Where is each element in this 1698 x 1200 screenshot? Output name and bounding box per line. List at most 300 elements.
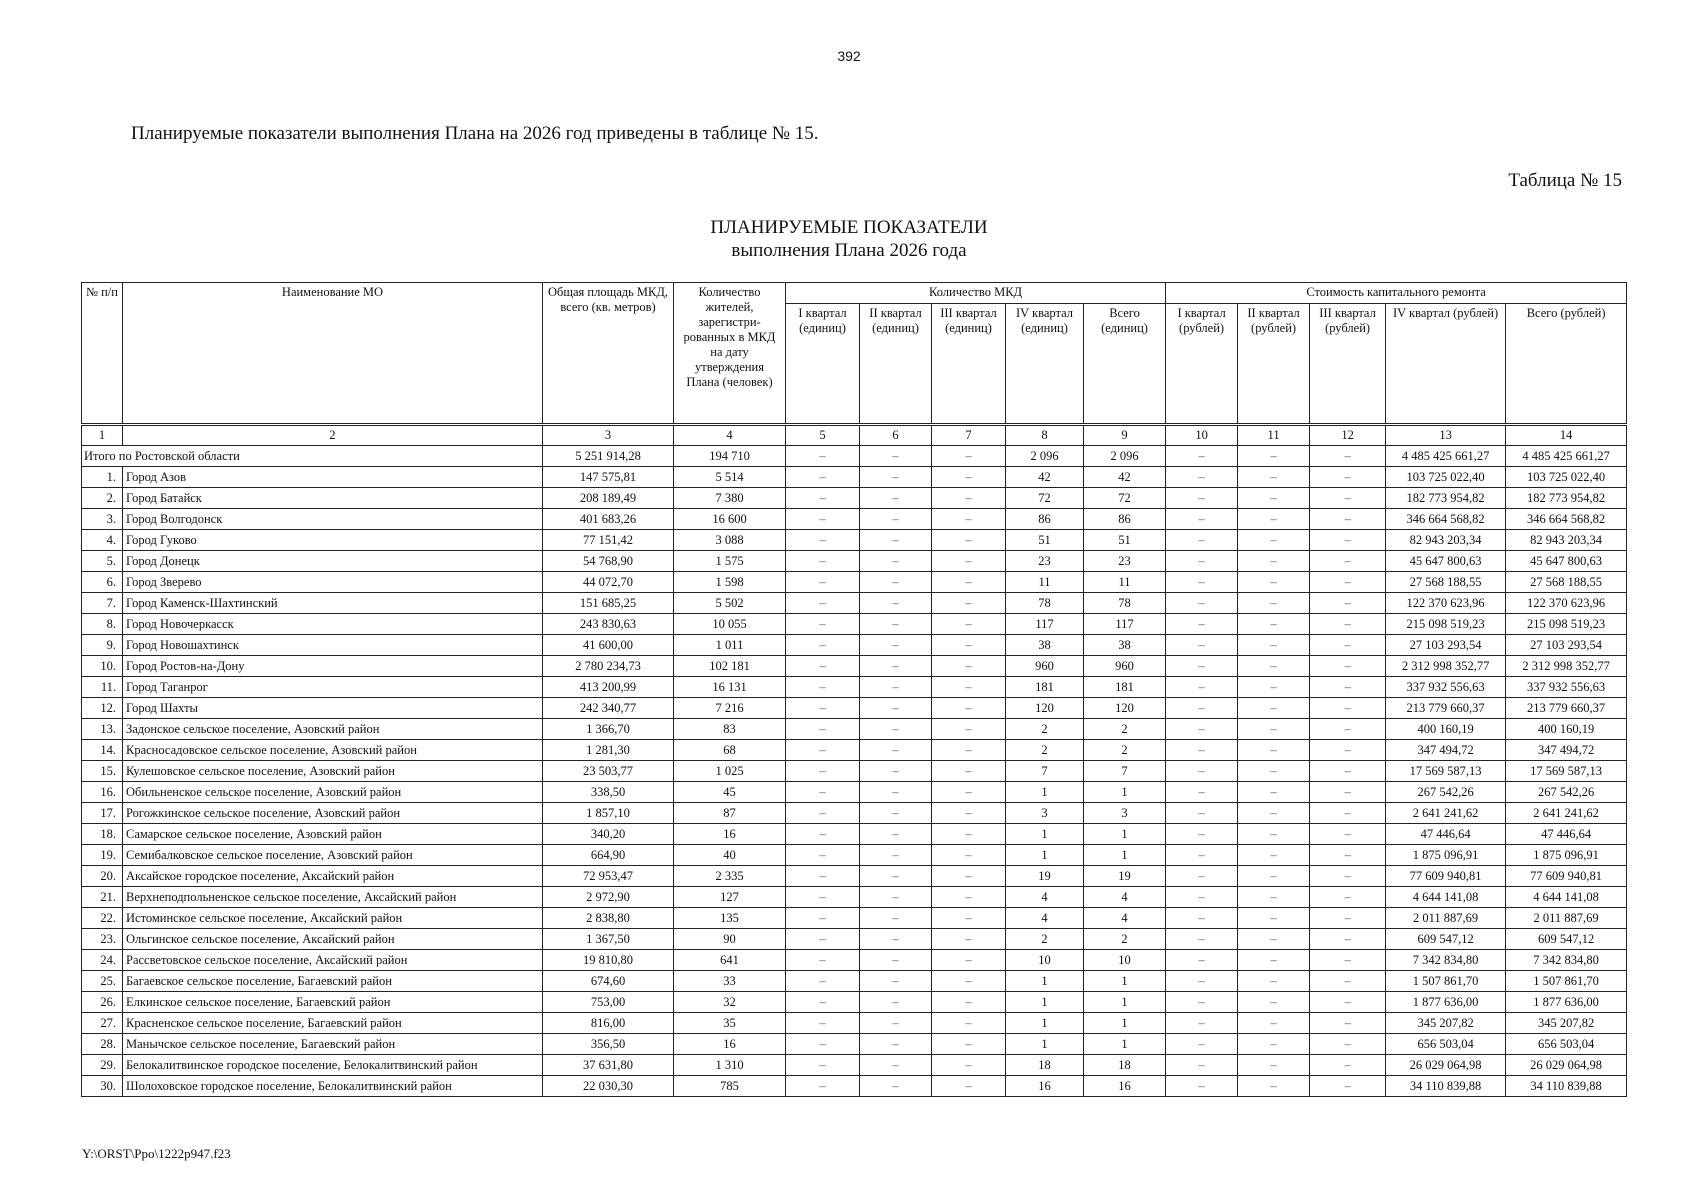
row-num: 30. [82, 1076, 123, 1097]
row-name: Рассветовское сельское поселение, Аксайский район [123, 950, 543, 971]
row-q3-rub: – [1310, 950, 1386, 971]
table-row [82, 761, 1627, 782]
row-num: 1. [82, 467, 123, 488]
row-q3-rub: – [1310, 1034, 1386, 1055]
total-q2-units: – [860, 446, 932, 467]
row-q4-units: 2 [1006, 719, 1084, 740]
row-q2-units: – [860, 614, 932, 635]
row-q4-rub: 47 446,64 [1386, 824, 1506, 845]
header-q4-units: IV квартал (единиц) [1006, 304, 1084, 425]
row-q4-rub: 182 773 954,82 [1386, 488, 1506, 509]
row-q1-units: – [786, 866, 860, 887]
row-q1-units: – [786, 845, 860, 866]
row-q4-units: 2 [1006, 929, 1084, 950]
row-num: 9. [82, 635, 123, 656]
header-mkd-group: Количество МКД [786, 283, 1166, 304]
row-residents: 35 [674, 1013, 786, 1034]
row-area: 816,00 [543, 1013, 674, 1034]
row-q2-units: – [860, 1034, 932, 1055]
row-q2-rub: – [1238, 677, 1310, 698]
row-q4-rub: 2 312 998 352,77 [1386, 656, 1506, 677]
row-q2-rub: – [1238, 1076, 1310, 1097]
row-q4-units: 7 [1006, 761, 1084, 782]
row-q4-rub: 17 569 587,13 [1386, 761, 1506, 782]
row-q2-rub: – [1238, 509, 1310, 530]
row-q1-units: – [786, 929, 860, 950]
row-num: 19. [82, 845, 123, 866]
header-q2-rub: II квартал (рублей) [1238, 304, 1310, 425]
row-q1-units: – [786, 824, 860, 845]
row-q1-units: – [786, 614, 860, 635]
row-q1-units: – [786, 740, 860, 761]
row-q4-rub: 345 207,82 [1386, 1013, 1506, 1034]
row-q4-units: 117 [1006, 614, 1084, 635]
table-row [82, 1013, 1627, 1034]
row-q1-units: – [786, 698, 860, 719]
row-q3-units: – [932, 572, 1006, 593]
header-q3-rub: III квартал (рублей) [1310, 304, 1386, 425]
row-q3-units: – [932, 824, 1006, 845]
row-name: Город Батайск [123, 488, 543, 509]
table-number: Таблица № 15 [1508, 170, 1622, 191]
row-q2-rub: – [1238, 782, 1310, 803]
row-area: 151 685,25 [543, 593, 674, 614]
row-residents: 1 575 [674, 551, 786, 572]
row-name: Манычское сельское поселение, Багаевский район [123, 1034, 543, 1055]
row-total-units: 117 [1084, 614, 1166, 635]
row-q4-rub: 4 644 141,08 [1386, 887, 1506, 908]
row-q2-rub: – [1238, 908, 1310, 929]
row-q2-rub: – [1238, 530, 1310, 551]
header-residents: Количество жителей, зарегистри-рованных в МКД на дату утверждения Плана (человек) [674, 283, 786, 425]
row-q2-units: – [860, 761, 932, 782]
row-q4-units: 1 [1006, 992, 1084, 1013]
row-q1-units: – [786, 656, 860, 677]
column-number: 2 [123, 425, 543, 446]
row-q3-units: – [932, 929, 1006, 950]
row-q3-rub: – [1310, 824, 1386, 845]
row-total-units: 78 [1084, 593, 1166, 614]
row-q2-units: – [860, 950, 932, 971]
row-q4-units: 2 [1006, 740, 1084, 761]
row-q2-rub: – [1238, 992, 1310, 1013]
table-body [82, 425, 1627, 1097]
row-q3-rub: – [1310, 677, 1386, 698]
row-total-units: 23 [1084, 551, 1166, 572]
row-q1-rub: – [1166, 1055, 1238, 1076]
row-q1-units: – [786, 992, 860, 1013]
row-total-rub: 400 160,19 [1506, 719, 1627, 740]
row-q4-rub: 213 779 660,37 [1386, 698, 1506, 719]
row-num: 4. [82, 530, 123, 551]
row-q3-rub: – [1310, 971, 1386, 992]
column-number: 14 [1506, 425, 1627, 446]
row-total-units: 1 [1084, 824, 1166, 845]
header-name: Наименование МО [123, 283, 543, 425]
row-total-rub: 17 569 587,13 [1506, 761, 1627, 782]
row-total-units: 7 [1084, 761, 1166, 782]
row-q3-units: – [932, 1076, 1006, 1097]
table-row [82, 698, 1627, 719]
row-q2-rub: – [1238, 845, 1310, 866]
row-total-units: 1 [1084, 971, 1166, 992]
row-residents: 32 [674, 992, 786, 1013]
column-number: 12 [1310, 425, 1386, 446]
indicators-table [81, 282, 1627, 1097]
row-area: 72 953,47 [543, 866, 674, 887]
row-q2-units: – [860, 971, 932, 992]
row-name: Обильненское сельское поселение, Азовский район [123, 782, 543, 803]
row-total-units: 960 [1084, 656, 1166, 677]
row-name: Красненское сельское поселение, Багаевский район [123, 1013, 543, 1034]
row-q3-units: – [932, 614, 1006, 635]
row-q4-units: 19 [1006, 866, 1084, 887]
intro-text: Планируемые показатели выполнения Плана на 2026 год приведены в таблице № 15. [131, 123, 819, 144]
row-q1-rub: – [1166, 635, 1238, 656]
row-q1-rub: – [1166, 656, 1238, 677]
row-name: Верхнеподпольненское сельское поселение, Аксайский район [123, 887, 543, 908]
row-total-rub: 7 342 834,80 [1506, 950, 1627, 971]
row-num: 29. [82, 1055, 123, 1076]
row-residents: 1 310 [674, 1055, 786, 1076]
row-q1-rub: – [1166, 782, 1238, 803]
header-total-units: Всего (единиц) [1084, 304, 1166, 425]
row-q4-units: 11 [1006, 572, 1084, 593]
row-area: 44 072,70 [543, 572, 674, 593]
row-total-rub: 26 029 064,98 [1506, 1055, 1627, 1076]
table-row [82, 887, 1627, 908]
table-row [82, 929, 1627, 950]
row-area: 401 683,26 [543, 509, 674, 530]
row-num: 23. [82, 929, 123, 950]
row-residents: 1 598 [674, 572, 786, 593]
row-q2-rub: – [1238, 887, 1310, 908]
row-num: 16. [82, 782, 123, 803]
row-q4-units: 4 [1006, 887, 1084, 908]
table-row [82, 908, 1627, 929]
row-q2-units: – [860, 1013, 932, 1034]
total-units: 2 096 [1084, 446, 1166, 467]
row-q2-rub: – [1238, 1034, 1310, 1055]
row-name: Ольгинское сельское поселение, Аксайский район [123, 929, 543, 950]
row-q2-units: – [860, 929, 932, 950]
row-q2-units: – [860, 845, 932, 866]
row-q4-units: 86 [1006, 509, 1084, 530]
table-row [82, 530, 1627, 551]
row-total-units: 2 [1084, 719, 1166, 740]
row-total-rub: 82 943 203,34 [1506, 530, 1627, 551]
column-number: 5 [786, 425, 860, 446]
table-row [82, 677, 1627, 698]
row-q1-rub: – [1166, 866, 1238, 887]
row-q2-rub: – [1238, 1013, 1310, 1034]
table-row [82, 551, 1627, 572]
column-number: 3 [543, 425, 674, 446]
row-q2-rub: – [1238, 719, 1310, 740]
row-q2-units: – [860, 824, 932, 845]
row-q1-rub: – [1166, 1076, 1238, 1097]
row-q4-units: 1 [1006, 824, 1084, 845]
row-total-rub: 103 725 022,40 [1506, 467, 1627, 488]
row-q3-rub: – [1310, 992, 1386, 1013]
row-q3-rub: – [1310, 782, 1386, 803]
row-q1-units: – [786, 488, 860, 509]
row-total-units: 18 [1084, 1055, 1166, 1076]
row-q1-units: – [786, 572, 860, 593]
row-q4-rub: 45 647 800,63 [1386, 551, 1506, 572]
table-row [82, 656, 1627, 677]
row-q3-units: – [932, 530, 1006, 551]
row-area: 77 151,42 [543, 530, 674, 551]
row-num: 2. [82, 488, 123, 509]
row-q3-units: – [932, 866, 1006, 887]
row-residents: 127 [674, 887, 786, 908]
row-total-rub: 345 207,82 [1506, 1013, 1627, 1034]
row-q2-rub: – [1238, 488, 1310, 509]
total-q3-units: – [932, 446, 1006, 467]
column-number: 13 [1386, 425, 1506, 446]
row-q4-rub: 656 503,04 [1386, 1034, 1506, 1055]
table-row [82, 509, 1627, 530]
row-area: 2 838,80 [543, 908, 674, 929]
row-num: 24. [82, 950, 123, 971]
row-q4-units: 4 [1006, 908, 1084, 929]
row-name: Рогожкинское сельское поселение, Азовский район [123, 803, 543, 824]
row-num: 11. [82, 677, 123, 698]
row-area: 147 575,81 [543, 467, 674, 488]
row-area: 41 600,00 [543, 635, 674, 656]
row-q1-rub: – [1166, 971, 1238, 992]
row-name: Город Азов [123, 467, 543, 488]
row-residents: 1 011 [674, 635, 786, 656]
table-row [82, 488, 1627, 509]
row-area: 2 780 234,73 [543, 656, 674, 677]
row-q3-rub: – [1310, 530, 1386, 551]
table-row [82, 593, 1627, 614]
row-q4-rub: 1 507 861,70 [1386, 971, 1506, 992]
row-q2-units: – [860, 866, 932, 887]
row-num: 25. [82, 971, 123, 992]
row-q1-units: – [786, 530, 860, 551]
row-q2-rub: – [1238, 593, 1310, 614]
table-row [82, 572, 1627, 593]
row-q4-rub: 347 494,72 [1386, 740, 1506, 761]
row-q4-units: 42 [1006, 467, 1084, 488]
row-q3-rub: – [1310, 509, 1386, 530]
title-line-1: ПЛАНИРУЕМЫЕ ПОКАЗАТЕЛИ [710, 217, 988, 238]
row-q1-rub: – [1166, 719, 1238, 740]
row-q3-units: – [932, 1013, 1006, 1034]
row-residents: 2 335 [674, 866, 786, 887]
row-num: 8. [82, 614, 123, 635]
row-total-rub: 45 647 800,63 [1506, 551, 1627, 572]
row-q2-rub: – [1238, 971, 1310, 992]
row-name: Город Новошахтинск [123, 635, 543, 656]
row-name: Город Зверево [123, 572, 543, 593]
row-total-units: 1 [1084, 992, 1166, 1013]
total-rub: 4 485 425 661,27 [1506, 446, 1627, 467]
row-q1-rub: – [1166, 761, 1238, 782]
row-q2-units: – [860, 635, 932, 656]
row-q4-rub: 400 160,19 [1386, 719, 1506, 740]
row-q1-units: – [786, 677, 860, 698]
row-q3-units: – [932, 803, 1006, 824]
row-q2-units: – [860, 656, 932, 677]
row-q1-rub: – [1166, 593, 1238, 614]
row-q3-rub: – [1310, 572, 1386, 593]
row-area: 753,00 [543, 992, 674, 1013]
row-q1-rub: – [1166, 887, 1238, 908]
row-q4-rub: 34 110 839,88 [1386, 1076, 1506, 1097]
row-q3-units: – [932, 782, 1006, 803]
header-num: № п/п [82, 283, 123, 425]
row-residents: 3 088 [674, 530, 786, 551]
row-q1-rub: – [1166, 740, 1238, 761]
row-total-units: 11 [1084, 572, 1166, 593]
row-q3-rub: – [1310, 635, 1386, 656]
table-row [82, 971, 1627, 992]
row-q1-rub: – [1166, 572, 1238, 593]
row-name: Белокалитвинское городское поселение, Белокалитвинский район [123, 1055, 543, 1076]
total-q3-rub: – [1310, 446, 1386, 467]
column-number: 4 [674, 425, 786, 446]
row-total-rub: 347 494,72 [1506, 740, 1627, 761]
row-area: 23 503,77 [543, 761, 674, 782]
total-q2-rub: – [1238, 446, 1310, 467]
row-name: Город Донецк [123, 551, 543, 572]
row-q3-rub: – [1310, 656, 1386, 677]
row-q4-rub: 27 568 188,55 [1386, 572, 1506, 593]
row-total-units: 181 [1084, 677, 1166, 698]
row-q2-rub: – [1238, 824, 1310, 845]
row-q1-units: – [786, 782, 860, 803]
row-num: 14. [82, 740, 123, 761]
header-q2-units: II квартал (единиц) [860, 304, 932, 425]
row-q3-rub: – [1310, 740, 1386, 761]
row-num: 10. [82, 656, 123, 677]
row-q4-units: 38 [1006, 635, 1084, 656]
table-row [82, 467, 1627, 488]
row-q1-rub: – [1166, 467, 1238, 488]
row-total-rub: 47 446,64 [1506, 824, 1627, 845]
row-q3-units: – [932, 551, 1006, 572]
row-name: Город Новочеркасск [123, 614, 543, 635]
row-q1-rub: – [1166, 614, 1238, 635]
row-q2-units: – [860, 551, 932, 572]
row-residents: 45 [674, 782, 786, 803]
row-q2-units: – [860, 488, 932, 509]
row-q3-units: – [932, 635, 1006, 656]
row-q2-units: – [860, 908, 932, 929]
row-q2-rub: – [1238, 635, 1310, 656]
row-q4-units: 23 [1006, 551, 1084, 572]
total-q1-rub: – [1166, 446, 1238, 467]
row-q3-units: – [932, 677, 1006, 698]
row-total-units: 38 [1084, 635, 1166, 656]
row-area: 22 030,30 [543, 1076, 674, 1097]
row-q4-rub: 103 725 022,40 [1386, 467, 1506, 488]
row-q1-rub: – [1166, 950, 1238, 971]
row-total-rub: 34 110 839,88 [1506, 1076, 1627, 1097]
row-q1-rub: – [1166, 677, 1238, 698]
total-label: Итого по Ростовской области [82, 446, 543, 467]
row-q1-units: – [786, 467, 860, 488]
row-total-rub: 1 877 636,00 [1506, 992, 1627, 1013]
row-area: 664,90 [543, 845, 674, 866]
row-q2-units: – [860, 677, 932, 698]
row-total-units: 10 [1084, 950, 1166, 971]
row-q4-units: 181 [1006, 677, 1084, 698]
row-q2-rub: – [1238, 698, 1310, 719]
row-q1-units: – [786, 635, 860, 656]
row-q2-units: – [860, 530, 932, 551]
row-total-units: 86 [1084, 509, 1166, 530]
table-row [82, 614, 1627, 635]
row-residents: 10 055 [674, 614, 786, 635]
header-q1-units: I квартал (единиц) [786, 304, 860, 425]
row-residents: 785 [674, 1076, 786, 1097]
row-total-rub: 27 568 188,55 [1506, 572, 1627, 593]
row-q2-rub: – [1238, 614, 1310, 635]
row-q4-rub: 7 342 834,80 [1386, 950, 1506, 971]
row-num: 28. [82, 1034, 123, 1055]
row-q1-units: – [786, 1013, 860, 1034]
row-q2-units: – [860, 1076, 932, 1097]
row-num: 15. [82, 761, 123, 782]
row-q3-units: – [932, 488, 1006, 509]
row-name: Кулешовское сельское поселение, Азовский район [123, 761, 543, 782]
row-num: 26. [82, 992, 123, 1013]
row-q4-rub: 82 943 203,34 [1386, 530, 1506, 551]
header-area: Общая площадь МКД, всего (кв. метров) [543, 283, 674, 425]
row-q2-units: – [860, 509, 932, 530]
row-q1-units: – [786, 950, 860, 971]
row-q1-rub: – [1166, 1034, 1238, 1055]
row-residents: 90 [674, 929, 786, 950]
row-name: Город Каменск-Шахтинский [123, 593, 543, 614]
row-q2-units: – [860, 698, 932, 719]
row-area: 340,20 [543, 824, 674, 845]
row-q4-rub: 215 098 519,23 [1386, 614, 1506, 635]
row-total-rub: 122 370 623,96 [1506, 593, 1627, 614]
table-row [82, 635, 1627, 656]
row-name: Задонское сельское поселение, Азовский район [123, 719, 543, 740]
row-q3-rub: – [1310, 698, 1386, 719]
row-total-units: 19 [1084, 866, 1166, 887]
row-q4-units: 1 [1006, 1013, 1084, 1034]
row-num: 27. [82, 1013, 123, 1034]
row-residents: 40 [674, 845, 786, 866]
row-residents: 16 [674, 1034, 786, 1055]
row-residents: 1 025 [674, 761, 786, 782]
row-q3-units: – [932, 740, 1006, 761]
row-area: 37 631,80 [543, 1055, 674, 1076]
row-q1-rub: – [1166, 509, 1238, 530]
row-q3-rub: – [1310, 761, 1386, 782]
row-q2-units: – [860, 572, 932, 593]
row-q1-units: – [786, 1076, 860, 1097]
row-total-units: 1 [1084, 1034, 1166, 1055]
total-q4-rub: 4 485 425 661,27 [1386, 446, 1506, 467]
table-container [81, 282, 1626, 1097]
row-num: 13. [82, 719, 123, 740]
table-row [82, 950, 1627, 971]
row-q4-units: 3 [1006, 803, 1084, 824]
row-area: 242 340,77 [543, 698, 674, 719]
row-q3-rub: – [1310, 887, 1386, 908]
column-number: 9 [1084, 425, 1166, 446]
row-total-units: 120 [1084, 698, 1166, 719]
